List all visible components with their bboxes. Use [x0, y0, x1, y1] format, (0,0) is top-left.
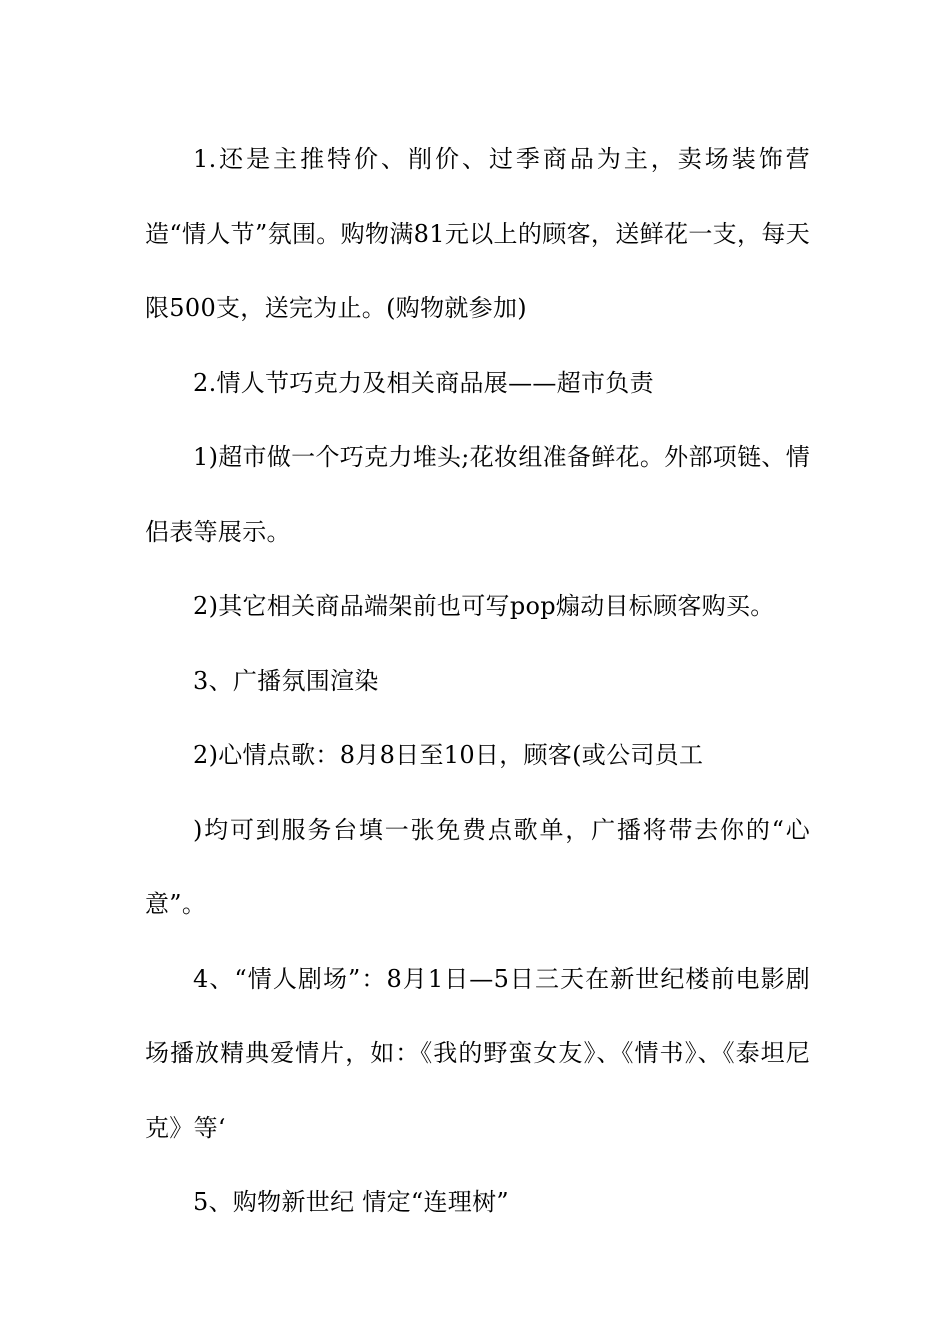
paragraph-9: 5、购物新世纪 情定“连理树” — [193, 1188, 509, 1216]
paragraph-4: 2)其它相关商品端架前也可写pop煽动目标顾客购买。 — [193, 592, 775, 620]
paragraph-5: 3、广播氛围渲染 — [193, 666, 379, 695]
document-body — [145, 122, 810, 1240]
paragraph-8: 4、“情人剧场”：8月1日—5日三天在新世纪楼前电影剧场播放精典爱情片，如：《我的野蛮女友》、《情书》、《泰坦尼克》等‘ — [145, 964, 810, 1142]
paragraph-1: 1.还是主推特价、削价、过季商品为主，卖场装饰营造“情人节”氛围。购物满81元以上的顾客，送鲜花一支，每天限500支，送完为止。(购物就参加) — [145, 145, 810, 322]
paragraph-6: 2)心情点歌：8月8日至10日，顾客(或公司员工 — [193, 741, 704, 769]
paragraph-2: 2.情人节巧克力及相关商品展——超市负责 — [193, 368, 654, 397]
paragraph-7: )均可到服务台填一张免费点歌单，广播将带去你的“心意”。 — [145, 815, 810, 918]
paragraph-3: 1)超市做一个巧克力堆头;花妆组准备鲜花。外部项链、情侣表等展示。 — [145, 443, 810, 546]
